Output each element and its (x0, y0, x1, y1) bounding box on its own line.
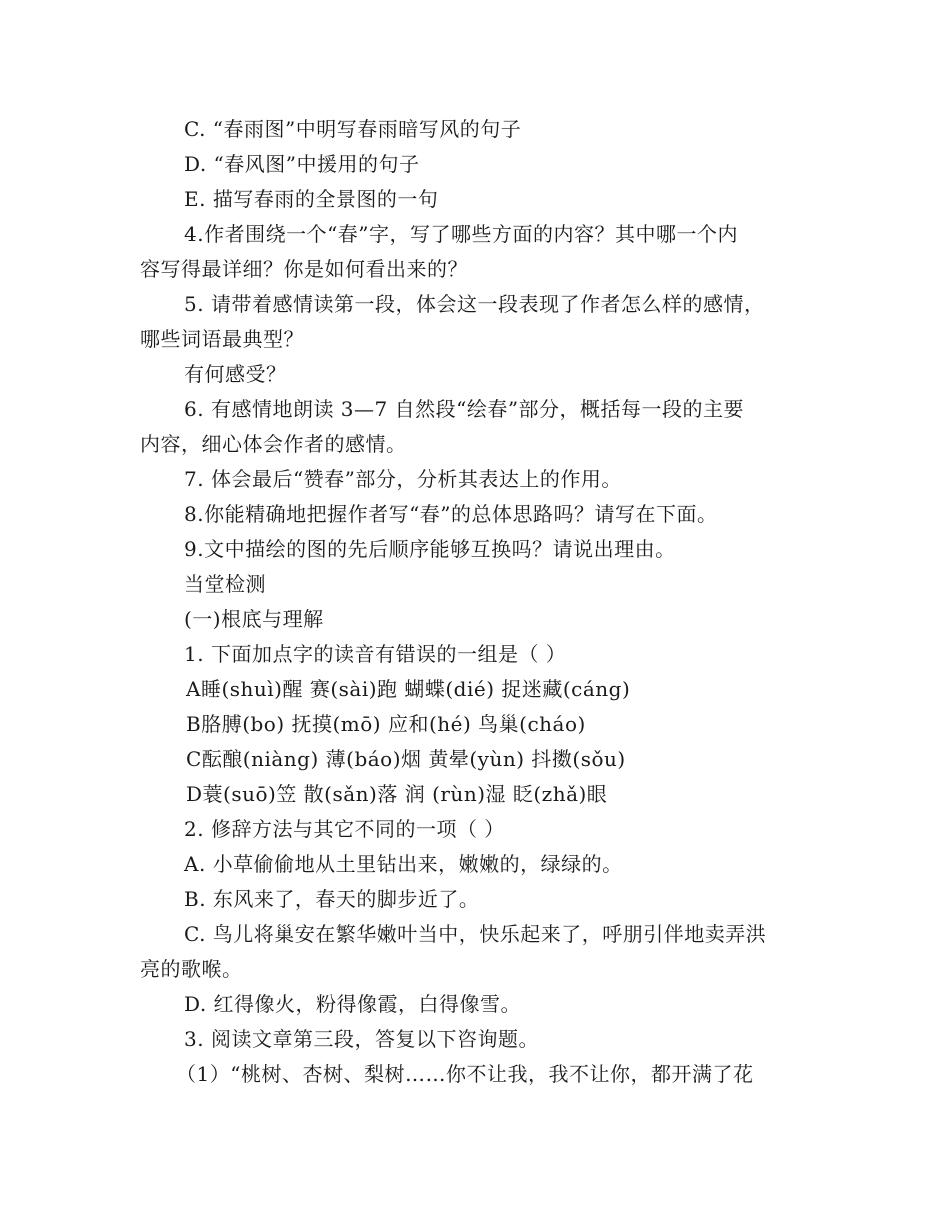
line-test-1-c: C酝酿(niàng) 薄(báo)烟 黄晕(yùn) 抖擞(sǒu) (186, 747, 626, 771)
line-test-2-d: D. 红得像火，粉得像霞，白得像雪。 (184, 992, 522, 1016)
line-question-6: 6. 有感情地朗读 3—7 自然段“绘春”部分，概括每一段的主要 (184, 397, 745, 421)
line-test-1-a: A睡(shuì)醒 赛(sài)跑 蝴蝶(dié) 捉迷藏(cáng) (186, 677, 631, 701)
line-question-6-cont: 内容，细心体会作者的感情。 (140, 432, 407, 456)
line-feeling: 有何感受？ (184, 362, 287, 386)
line-test-3: 3. 阅读文章第三段，答复以下咨询题。 (184, 1027, 539, 1051)
line-test-3-1: （1）“桃树、杏树、梨树……你不让我，我不让你，都开满了花 (176, 1062, 754, 1086)
line-test-1-d: D蓑(suō)笠 散(sǎn)落 润 (rùn)湿 眨(zhǎ)眼 (186, 782, 608, 806)
line-question-4-cont: 容写得最详细？你是如何看出来的？ (140, 257, 468, 281)
line-question-4: 4.作者围绕一个“春”字，写了哪些方面的内容？其中哪一个内 (184, 222, 739, 246)
subsection-heading: (一)根底与理解 (184, 607, 324, 631)
line-test-2-c: C. 鸟儿将巢安在繁华嫩叶当中，快乐起来了，呼朋引伴地卖弄洪 (184, 922, 767, 946)
line-question-7: 7. 体会最后“赞春”部分，分析其表达上的作用。 (184, 467, 622, 491)
line-test-2-a: A. 小草偷偷地从土里钻出来，嫩嫩的，绿绿的。 (184, 852, 623, 876)
line-question-9: 9.文中描绘的图的先后顺序能够互换吗？请说出理由。 (184, 537, 676, 561)
line-test-2-b: B. 东风来了，春天的脚步近了。 (184, 887, 480, 911)
line-d-option: D. “春风图”中援用的句子 (184, 152, 420, 176)
line-question-5-cont: 哪些词语最典型？ (140, 327, 304, 351)
line-test-1-b: B胳膊(bo) 抚摸(mō) 应和(hé) 鸟巢(cháo) (186, 712, 586, 736)
line-test-1: 1. 下面加点字的读音有错误的一组是（ ） (184, 642, 567, 666)
section-heading: 当堂检测 (184, 572, 266, 596)
line-e-option: E. 描写春雨的全景图的一句 (184, 187, 439, 211)
line-question-8: 8.你能精确地把握作者写“春”的总体思路吗？请写在下面。 (184, 502, 718, 526)
line-test-2: 2. 修辞方法与其它不同的一项（ ） (184, 817, 505, 841)
line-c-option: C. “春雨图”中明写春雨暗写风的句子 (184, 117, 522, 141)
line-question-5: 5. 请带着感情读第一段，体会这一段表现了作者怎么样的感情， (184, 292, 765, 316)
line-test-2-c-cont: 亮的歌喉。 (140, 957, 243, 981)
document-body (140, 112, 820, 1092)
